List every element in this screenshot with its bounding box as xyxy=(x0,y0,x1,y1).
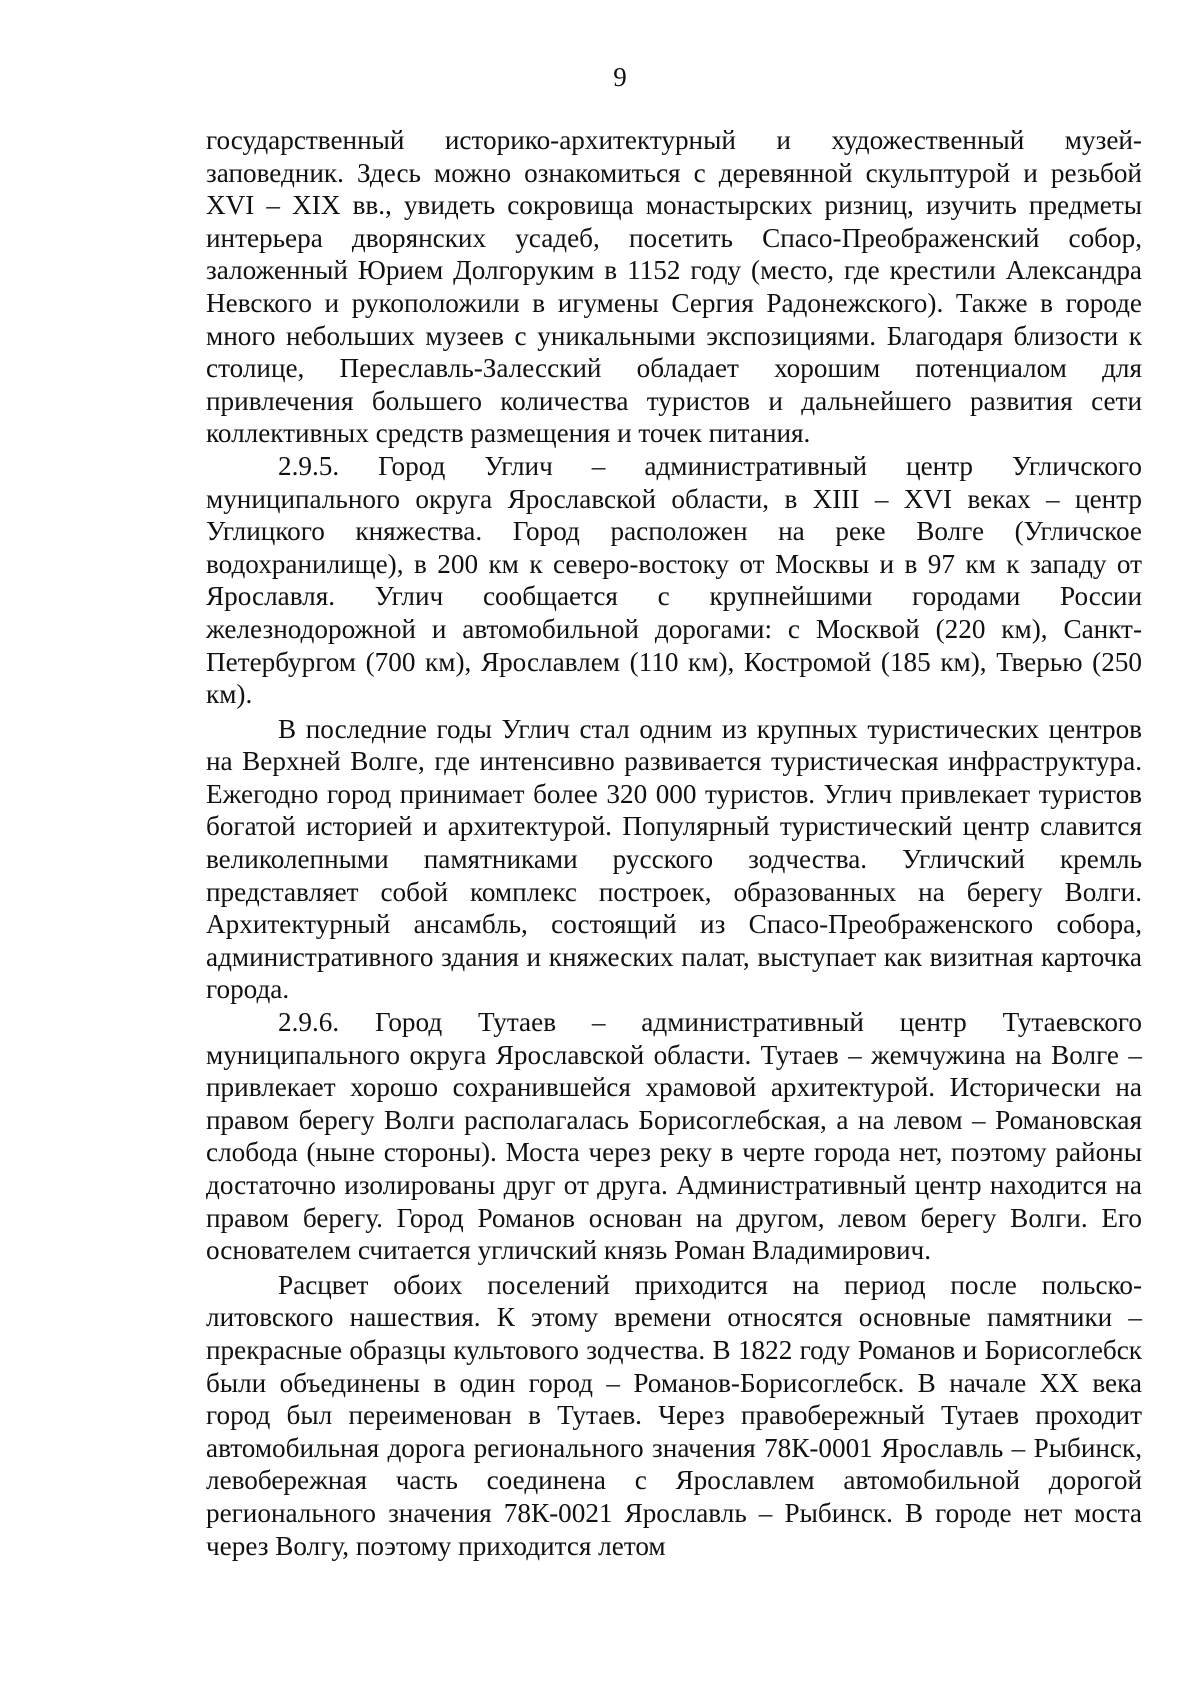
document-body xyxy=(206,124,1142,1562)
paragraph-uglich-section: 2.9.5. Город Углич – административный центр Угличского муниципального округа Ярославской области, в XIII – XVI веках – центр Углицкого княжества. Город расположен на реке Волге (Угличское водохранилище), в 200 км к северо-востоку от Москвы и в 97 км к западу от Ярославля. Углич сообщается с крупнейшими городами России железнодорожной и автомобильной дорогами: с Москвой (220 км), Санкт-Петербургом (700 км), Ярославлем (110 км), Костромой (185 км), Тверью (250 км). xyxy=(206,450,1142,710)
paragraph-pereslavl-continuation: государственный историко-архитектурный и художественный музей-заповедник. Здесь можно ознакомиться с деревянной скульптурой и резьбой XVI – XIX вв., увидеть сокровища монастырских ризниц, изучить предметы интерьера дворянских усадеб, посетить Спасо-Преображенский собор, заложенный Юрием Долгоруким в 1152 году (место, где крестили Александра Невского и рукоположили в игумены Сергия Радонежского). Также в городе много небольших музеев с уникальными экспозициями. Благодаря близости к столице, Переславль-Залесский обладает хорошим потенциалом для привлечения большего количества туристов и дальнейшего развития сети коллективных средств размещения и точек питания. xyxy=(206,125,1142,449)
paragraph-uglich-tourism: В последние годы Углич стал одним из крупных туристических центров на Верхней Волге, где интенсивно развивается туристическая инфраструктура. Ежегодно город принимает более 320 000 туристов. Углич привлекает туристов богатой историей и архитектурой. Популярный туристический центр славится великолепными памятниками русского зодчества. Угличский кремль представляет собой комплекс построек, образованных на берегу Волги. Архитектурный ансамбль, состоящий из Спасо-Преображенского собора, административного здания и княжеских палат, выступает как визитная карточка города. xyxy=(206,713,1142,1005)
paragraph-tutaev-history: Расцвет обоих поселений приходится на период после польско-литовского нашествия. К этому времени относятся основные памятники – прекрасные образцы культового зодчества. В 1822 году Романов и Борисоглебск были объединены в один город – Романов-Борисоглебск. В начале XX века город был переименован в Тутаев. Через правобережный Тутаев проходит автомобильная дорога регионального значения 78К-0001 Ярославль – Рыбинск, левобережная часть соединена с Ярославлем автомобильной дорогой регионального значения 78К-0021 Ярославль – Рыбинск. В городе нет моста через Волгу, поэтому приходится летом xyxy=(206,1269,1142,1561)
page-number: 9 xyxy=(613,62,627,92)
paragraph-tutaev-section: 2.9.6. Город Тутаев – административный центр Тутаевского муниципального округа Ярославской области. Тутаев – жемчужина на Волге – привлекает хорошо сохранившейся храмовой архитектурой. Исторически на правом берегу Волги располагалась Борисоглебская, а на левом – Романовская слобода (ныне стороны). Моста через реку в черте города нет, поэтому районы достаточно изолированы друг от друга. Административный центр находится на правом берегу. Город Романов основан на другом, левом берегу Волги. Его основателем считается угличский князь Роман Владимирович. xyxy=(206,1007,1142,1266)
